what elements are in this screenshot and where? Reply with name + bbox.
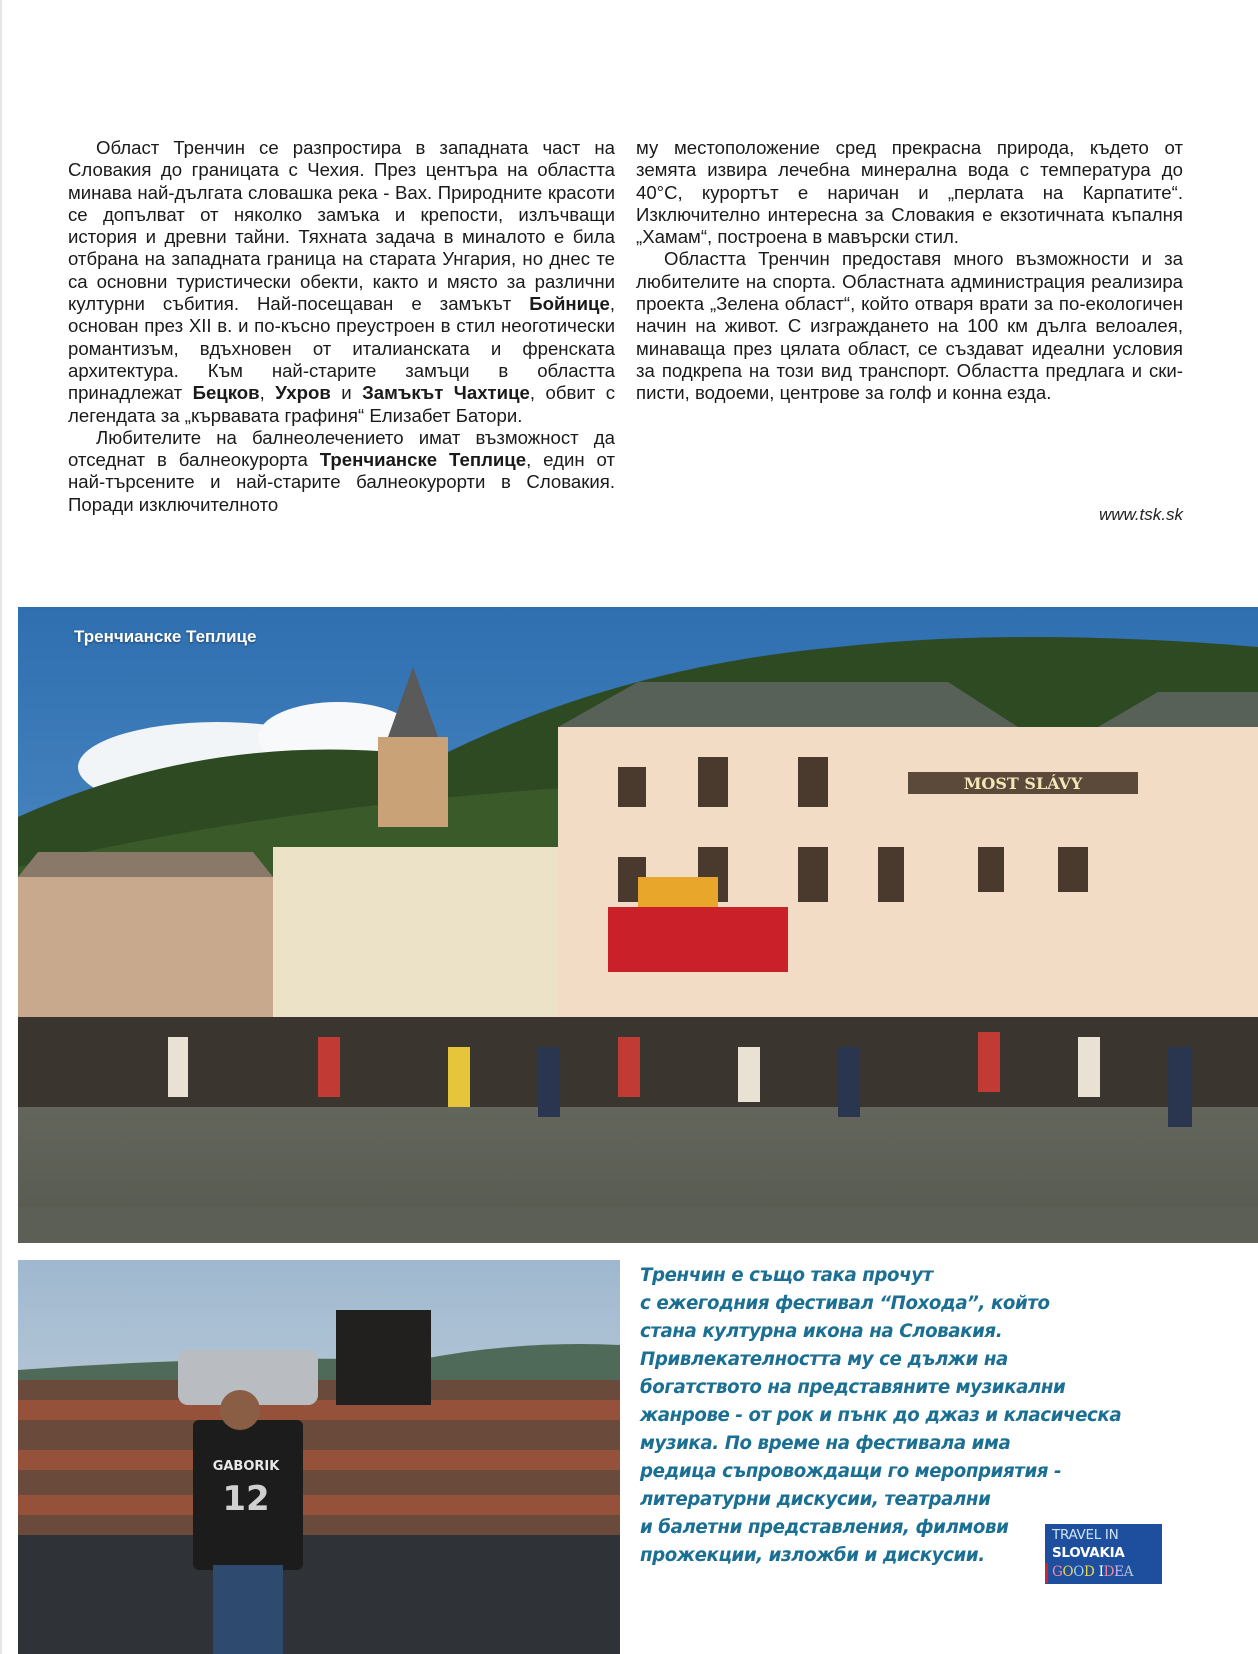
quote-line: стана културна икона на Словакия. [640, 1321, 1003, 1342]
photo-caption: Тренчианске Теплице [74, 627, 257, 646]
jersey-number: 12 [222, 1479, 270, 1519]
speaker-tower [336, 1310, 431, 1405]
quote-line: музика. По време на фестивала има [640, 1433, 1011, 1454]
article-paragraph [68, 137, 615, 427]
jersey-name: GABORIK [212, 1459, 280, 1474]
festival-quote [640, 1262, 1122, 1570]
quote-line: прожекции, изложби и дискусии. [640, 1545, 985, 1566]
text-run: Област Тренчин се разпростира в западната част на Словакия до границата с Чехия. През центъра на областта минава най-дългата словашка река - Вах. Природните красоти се допълват от няколко замъка и крепости, излъчващи история и древни тайни. Тяхната задача в миналото е била отбрана на западната граница на старата Унгария, но днес те са основни туристически обекти, както и място за различни културни събития. Най-посещаван е замъкът [68, 137, 615, 315]
festival-photo-image [18, 1260, 620, 1654]
quote-line: редица съпровождащи го мероприятия - [640, 1461, 1062, 1482]
logo-line-3: GOOD IDEA [1052, 1564, 1134, 1580]
text-run: , [259, 382, 276, 404]
page-edge-rule [0, 0, 2, 1654]
text-run: , основан през XII в. и по-късно преустроен в стил неоготически романтизъм, вдъхновен от италианската и френската архитектура. Към най-старите замъци в областта принадлежат [68, 293, 615, 404]
logo-line-2: SLOVAKIA [1052, 1545, 1125, 1561]
castle-beckov: Бецков [192, 382, 260, 404]
quote-line: богатството на представяните музикални [640, 1377, 1066, 1398]
quote-line: с ежегодния фестивал “Похода”, който [640, 1293, 1050, 1314]
text-run: , обвит с легендата за „кървавата графиня“ Елизабет Батори. [68, 382, 615, 426]
quote-line: жанрове - от рок и пънк до джаз и класическа [640, 1405, 1122, 1426]
article-paragraph: Областта Тренчин предоставя много възможности и за любителите на спорта. Областната администрация реализира проекта „Зелена област“, който отваря врати за по-екологичен начин на живот. С изграждането на 100 км дълга велоалея, минаваща през цялата област, се създават идеални условия за подкрепа на този вид транспорт. Областта предлага и ски-писти, водоеми, центрове за голф и конна езда. [636, 248, 1183, 404]
quote-line: Привлекателността му се дължи на [640, 1349, 1008, 1370]
article-paragraph: му местоположение сред прекрасна природа, където от земята извира лечебна минерална вода с температура до 40°C, курортът е наричан и „перлата на Карпатите“. Изключително интересна за Словакия е екзотичната къпалня „Хамам“, построена в мавърски стил. [636, 137, 1183, 248]
spa-trencianske-teplice: Тренчианске Теплице [319, 449, 527, 471]
main-photo-image [18, 607, 1258, 1243]
quote-line: литературни дискусии, театрални [640, 1489, 991, 1510]
castle-cachtice: Замъкът Чахтице [362, 382, 530, 404]
text-run: Любителите на балнеолечението имат възможност да отседнат в балнеокурорта [68, 426, 615, 471]
article-left-column [68, 137, 615, 516]
stage-floor [18, 1535, 620, 1654]
text-run: , един от най-търсените и най-старите балнеокурорти в Словакия. Поради изключителното [68, 449, 615, 515]
castle-bojnice: Бойнице [529, 293, 610, 315]
festival-photo [18, 1260, 620, 1654]
source-link[interactable]: www.tsk.sk [1098, 505, 1183, 524]
quote-line: Тренчин е също така прочут [640, 1265, 933, 1286]
hotel-sign-text: MOST SLÁVY [963, 774, 1083, 793]
logo-accent-bar [1045, 1563, 1048, 1583]
article-paragraph [68, 427, 615, 516]
text-run: и [330, 382, 363, 404]
logo-line-1: TRAVEL IN [1052, 1527, 1119, 1543]
castle-uhrov: Ухров [275, 382, 331, 404]
article-right-column [636, 137, 1183, 405]
travel-in-slovakia-logo [1045, 1524, 1162, 1584]
main-photo [18, 607, 1258, 1243]
quote-line: и балетни представления, филмови [640, 1517, 1009, 1538]
stage [608, 907, 788, 972]
